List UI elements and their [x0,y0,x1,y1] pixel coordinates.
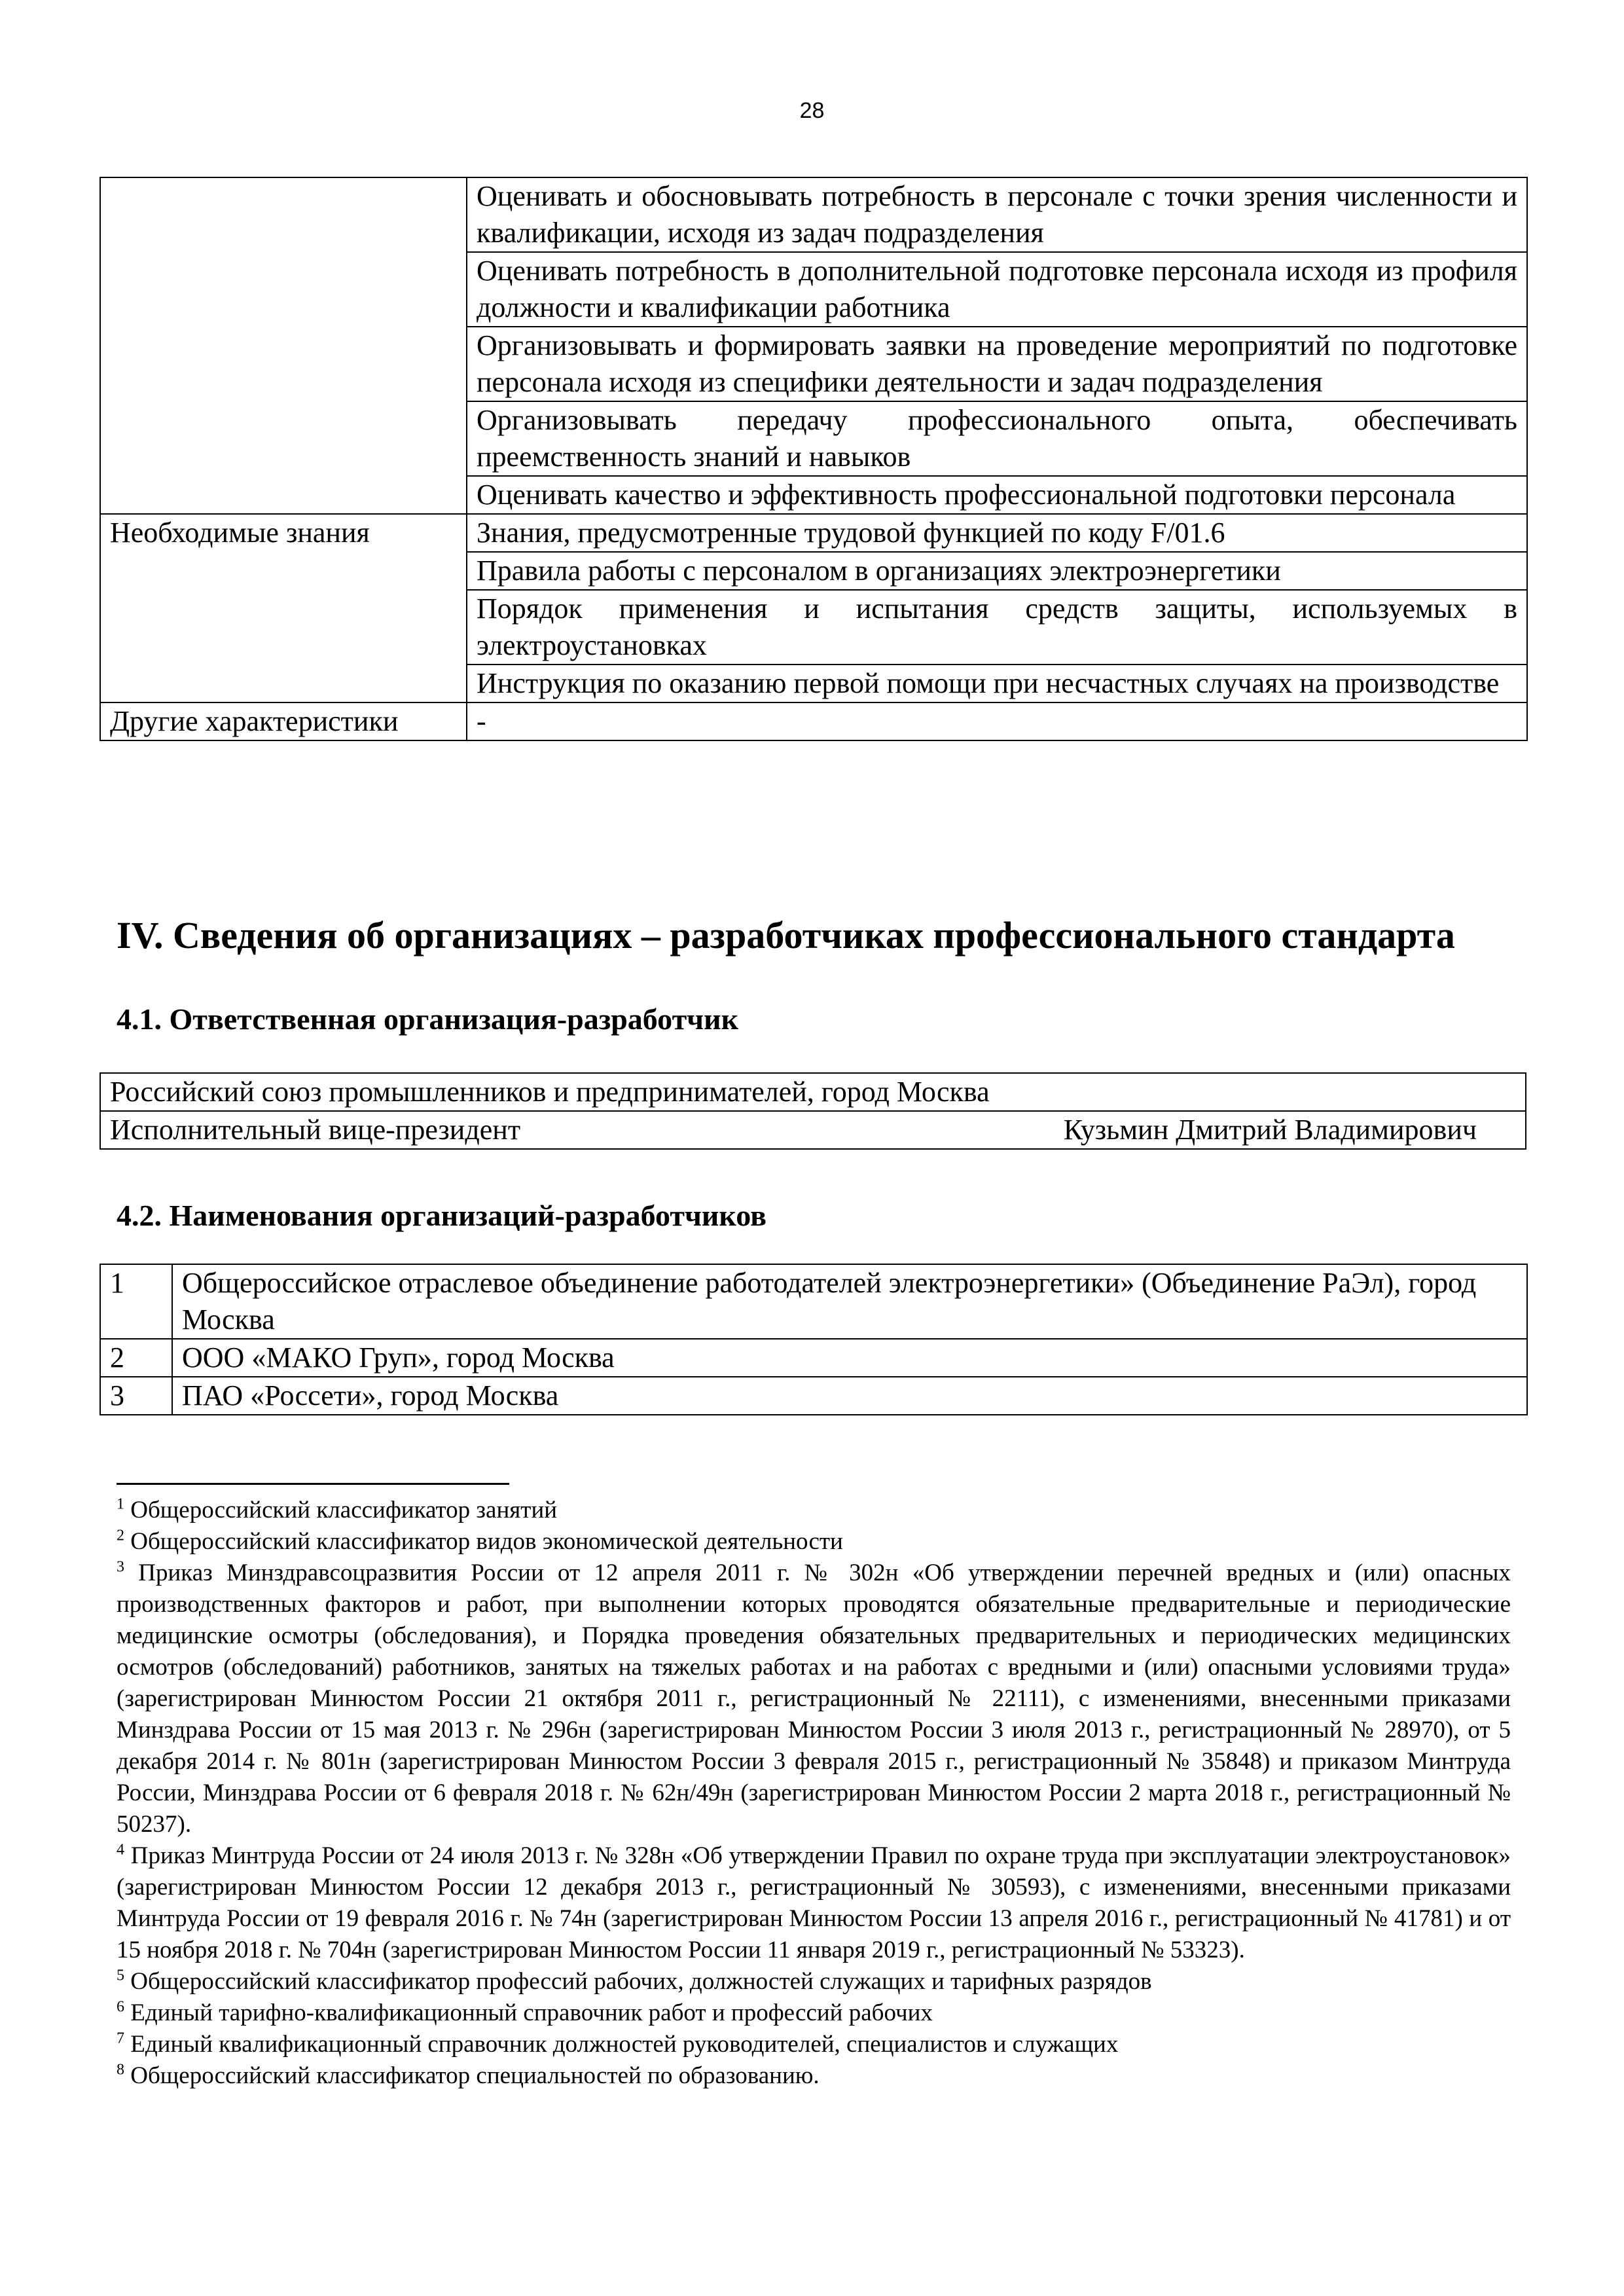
footnote-text: Приказ Минздравсоцразвития России от 12 апреля 2011 г. № 302н «Об утверждении перечней вредных и (или) опасных производственных факторов и работ, при выполнении которых проводятся обязательные предварительные и периодические медицинские осмотры (обследования), и Порядка проведения обязательных предварительных и периодических медицинских осмотров (обследований) работников, занятых на тяжелых работах и на работах с вредными и (или) опасными условиями труда» (зарегистрирован Минюстом России 21 октября 2011 г., регистрационный № 22111), с изменениями, внесенными приказами Минздрава России от 15 мая 2013 г. № 296н (зарегистрирован Минюстом России 3 июля 2013 г., регистрационный № 28970), от 5 декабря 2014 г. № 801н (зарегистрирован Минюстом России 3 февраля 2015 г., регистрационный № 35848) и приказом Минтруда России, Минздрава России от 6 февраля 2018 г. № 62н/49н (зарегистрирован Минюстом России 2 марта 2018 г., регистрационный № 50237). [117,1559,1511,1838]
footnote-mark: 2 [117,1527,124,1544]
row-number: 2 [100,1339,172,1377]
section-4-1-heading: 4.1. Ответственная организация-разработчик [117,1002,739,1036]
table-row [100,1111,1526,1149]
section-iv-heading: IV. Сведения об организациях – разработчиках профессионального стандарта [117,914,1455,957]
footnote [117,2029,1511,2060]
footnote [117,1997,1511,2029]
footnote [117,1558,1511,1840]
footnotes [117,1495,1511,2092]
table-row [100,1264,1527,1339]
footnote-mark: 6 [117,1998,124,2016]
footnote-text: Общероссийский классификатор профессий рабочих, должностей служащих и тарифных разрядов [130,1968,1152,1995]
table-cell: Оценивать качество и эффективность профессиональной подготовки персонала [467,476,1527,514]
developer-organizations-table [99,1264,1528,1415]
signatory-position: Исполнительный вице-президент [110,1114,521,1146]
footnote [117,1966,1511,1997]
table-row [100,1073,1526,1111]
row-label-other-characteristics: Другие характеристики [100,702,467,740]
footnote-text: Общероссийский классификатор видов экономической деятельности [130,1528,843,1555]
table-cell: Оценивать потребность в дополнительной подготовке персонала исходя из профиля должности и квалификации работника [467,252,1527,327]
table-cell: Порядок применения и испытания средств защиты, используемых в электроустановках [467,590,1527,665]
table-row [100,1377,1527,1415]
organization-name: Российский союз промышленников и предпринимателей, город Москва [100,1073,1526,1111]
table-cell: Оценивать и обосновывать потребность в персонале с точки зрения численности и квалификации, исходя из задач подразделения [467,177,1527,252]
footnote-mark: 3 [117,1558,124,1576]
organization-name: ПАО «Россети», город Москва [172,1377,1527,1415]
table-cell: Правила работы с персоналом в организациях электроэнергетики [467,552,1527,590]
footnote-divider [117,1483,509,1485]
row-label-required-knowledge: Необходимые знания [100,514,467,702]
table-cell: Инструкция по оказанию первой помощи при несчастных случаях на производстве [467,665,1527,702]
footnote-text: Общероссийский классификатор специальностей по образованию. [130,2062,820,2089]
table-row [100,177,1527,252]
signatory-cell [100,1111,1526,1149]
footnote-text: Общероссийский классификатор занятий [130,1497,558,1523]
section-4-2-heading: 4.2. Наименования организаций-разработчиков [117,1199,767,1232]
table-cell: Организовывать передачу профессионального опыта, обеспечивать преемственность знаний и навыков [467,401,1527,476]
table-row [100,1339,1527,1377]
footnote [117,1495,1511,1526]
table-cell: Знания, предусмотренные трудовой функцией по коду F/01.6 [467,514,1527,552]
footnote-text: Единый тарифно-квалификационный справочник работ и профессий рабочих [130,1999,933,2026]
table-cell: - [467,702,1527,740]
organization-name: ООО «МАКО Груп», город Москва [172,1339,1527,1377]
skills-knowledge-table [99,177,1528,741]
signatory-name: Кузьмин Дмитрий Владимирович [1063,1114,1477,1146]
footnote-mark: 4 [117,1841,124,1859]
footnote-mark: 5 [117,1967,124,1984]
organization-name: Общероссийское отраслевое объединение работодателей электроэнергетики» (Объединение РаЭл), город Москва [172,1264,1527,1339]
footnote [117,1526,1511,1558]
footnote-mark: 8 [117,2061,124,2079]
table-cell: Организовывать и формировать заявки на проведение мероприятий по подготовке персонала исходя из специфики деятельности и задач подразделения [467,327,1527,401]
row-number: 3 [100,1377,172,1415]
table-row [100,514,1527,552]
table-row [100,702,1527,740]
footnote [117,1840,1511,1966]
responsible-organization-table [99,1072,1526,1150]
footnote-mark: 1 [117,1495,124,1513]
row-label [100,177,467,514]
footnote-text: Приказ Минтруда России от 24 июля 2013 г. № 328н «Об утверждении Правил по охране труда при эксплуатации электроустановок» (зарегистрирован Минюстом России 12 декабря 2013 г., регистрационный № 30593), с изменениями, внесенными приказами Минтруда России от 19 февраля 2016 г. № 74н (зарегистрирован Минюстом России 13 апреля 2016 г., регистрационный № 41781) и от 15 ноября 2018 г. № 704н (зарегистрирован Минюстом России 11 января 2019 г., регистрационный № 53323). [117,1842,1511,1963]
footnote-text: Единый квалификационный справочник должностей руководителей, специалистов и служащих [130,2031,1119,2058]
page-number: 28 [799,98,825,123]
row-number: 1 [100,1264,172,1339]
footnote-mark: 7 [117,2030,124,2047]
footnote [117,2060,1511,2092]
